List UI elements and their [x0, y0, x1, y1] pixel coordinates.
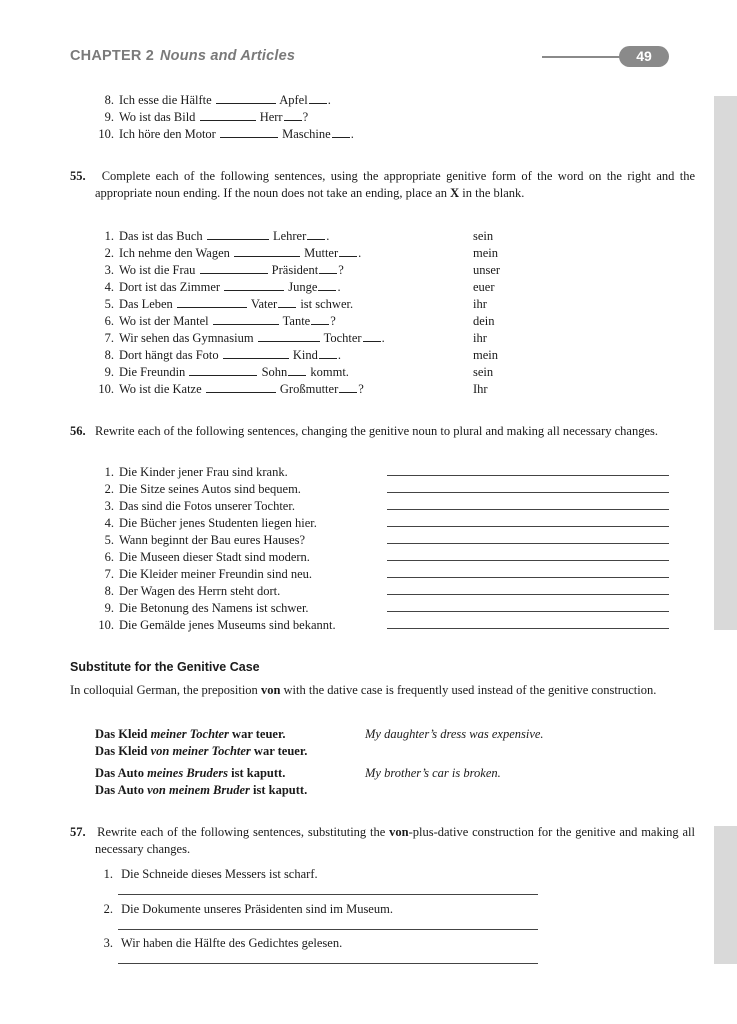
- answer-line: [387, 526, 669, 527]
- answer-line[interactable]: [118, 929, 538, 930]
- list-item: 10. Wo ist die Katze Großmutter ? Ihr: [98, 382, 488, 396]
- answer-line: [387, 577, 669, 578]
- answer-line: [387, 492, 669, 493]
- page-number: 49: [619, 46, 669, 67]
- answer-line[interactable]: [118, 963, 538, 964]
- list-item: 1. Das ist das Buch Lehrer . sein: [104, 229, 494, 243]
- answer-line: [387, 543, 669, 544]
- list-item: 1. Die Schneide dieses Messers ist scharf.: [103, 867, 318, 881]
- section-paragraph: In colloquial German, the preposition von with the dative case is frequently used instead of the genitive construction.: [70, 683, 657, 697]
- list-item: 8. Ich esse die Hälfte Apfel .: [104, 93, 331, 107]
- exercise-56-list: [88, 464, 336, 634]
- list-item: 9. Wo ist das Bild Herr ?: [104, 110, 309, 124]
- list-item: 3. Wir haben die Hälfte des Gedichtes gelesen.: [103, 936, 343, 950]
- answer-line: [387, 611, 669, 612]
- list-item: 7. Wir sehen das Gymnasium Tochter . ihr: [104, 331, 487, 345]
- list-item: 2. Die Sitze seines Autos sind bequem.: [88, 481, 336, 498]
- list-item: 6. Die Museen dieser Stadt sind modern.: [88, 549, 336, 566]
- example-1: Das Kleid meiner Tochter war teuer. Das Kleid von meiner Tochter war teuer.: [95, 727, 308, 758]
- answer-line: [387, 475, 669, 476]
- chapter-label: CHAPTER 2: [70, 48, 154, 64]
- exercise-56-instructions: 56. Rewrite each of the following sentences, changing the genitive noun to plural and making all necessary changes.: [70, 424, 659, 438]
- list-item: 8. Dort hängt das Foto Kind . mein: [104, 348, 498, 362]
- exercise-55-list: [88, 228, 501, 398]
- example-2: Das Auto meines Bruders ist kaputt. Das Auto von meinem Bruder ist kaputt.: [95, 766, 308, 797]
- edge-tab-bottom: [714, 826, 737, 964]
- exercise-57-instructions: 57. Rewrite each of the following sentences, substituting the von-plus-dative construction for the genitive and making all necessary changes.: [70, 825, 696, 856]
- example-2-translation: My brother’s car is broken.: [365, 766, 501, 780]
- edge-tab-top: [714, 96, 737, 630]
- exercise-55-instructions: 55. Complete each of the following sentences, using the appropriate genitive form of the word on the right and the appropriate noun ending. If the noun does not take an ending, place an X in the blank.: [70, 169, 695, 200]
- list-item: 2. Ich nehme den Wagen Mutter . mein: [104, 246, 498, 260]
- list-item: 4. Die Bücher jenes Studenten liegen hier.: [88, 515, 336, 532]
- list-item: 1. Die Kinder jener Frau sind krank.: [88, 464, 336, 481]
- list-item: 2. Die Dokumente unseres Präsidenten sind im Museum.: [103, 902, 393, 916]
- answer-line: [387, 594, 669, 595]
- list-item: 10. Die Gemälde jenes Museums sind bekannt.: [88, 617, 336, 634]
- list-item: 10. Ich höre den Motor Maschine .: [98, 127, 354, 141]
- list-item: 6. Wo ist der Mantel Tante ? dein: [104, 314, 495, 328]
- page-header: [70, 46, 670, 68]
- answer-line: [387, 509, 669, 510]
- list-item: 3. Das sind die Fotos unserer Tochter.: [88, 498, 336, 515]
- list-item: 3. Wo ist die Frau Präsident ? unser: [104, 263, 501, 277]
- chapter-heading: [70, 48, 295, 64]
- list-item: 5. Das Leben Vater ist schwer. ihr: [104, 297, 487, 311]
- continued-list: [88, 92, 354, 143]
- list-item: 9. Die Betonung des Namens ist schwer.: [88, 600, 336, 617]
- list-item: 4. Dort ist das Zimmer Junge . euer: [104, 280, 495, 294]
- list-item: 8. Der Wagen des Herrn steht dort.: [88, 583, 336, 600]
- answer-line[interactable]: [118, 894, 538, 895]
- example-1-translation: My daughter’s dress was expensive.: [365, 727, 544, 741]
- list-item: 9. Die Freundin Sohn kommt. sein: [104, 365, 494, 379]
- section-heading: Substitute for the Genitive Case: [70, 660, 260, 674]
- answer-line: [387, 560, 669, 561]
- answer-line: [387, 628, 669, 629]
- list-item: 7. Die Kleider meiner Freundin sind neu.: [88, 566, 336, 583]
- list-item: 5. Wann beginnt der Bau eures Hauses?: [88, 532, 336, 549]
- chapter-title: Nouns and Articles: [159, 48, 296, 64]
